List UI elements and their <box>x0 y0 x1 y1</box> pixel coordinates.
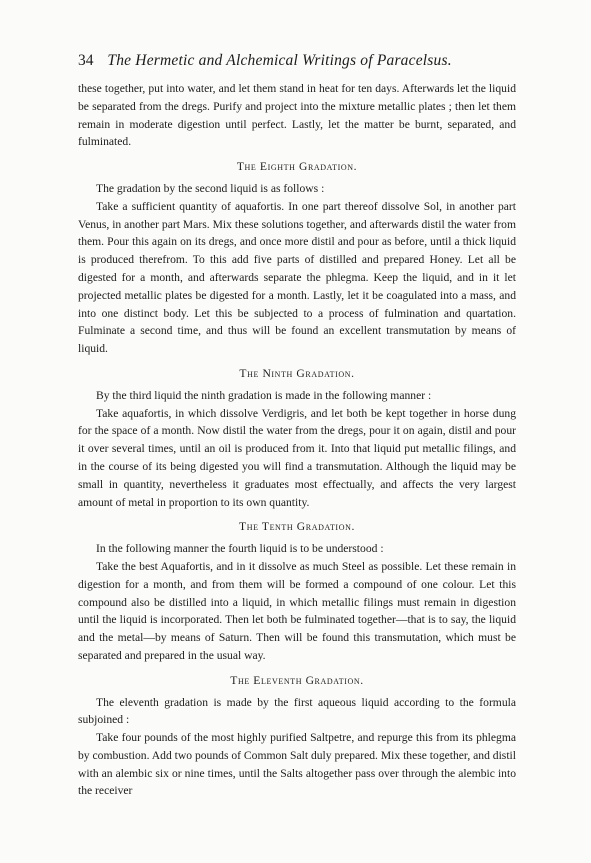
section-heading-eleventh: The Eleventh Gradation. <box>230 673 364 687</box>
paragraph: Take a sufficient quantity of aquafortis. In one part thereof dissolve Sol, in another part Venus, in another part Mars. Mix these solutions together, and afterwards distil the water from them. Pour this again on its dregs, and once more distil and pour as before, until a thick liquid is produced therefrom. To this add five parts of distilled and prepared Honey. Let all be digested for a month, and afterwards separate the phlegma. Keep the liquid, and in it let projected metallic plates be digested for a month. Lastly, let it be coagulated into a mass, and into one distinct body. Let this be subjected to a process of fulmination and quartation. Fulminate a second time, and thus will be found an excellent transmutation by means of liquid. <box>78 199 516 356</box>
paragraph: Take the best Aquafortis, and in it dissolve as much Steel as possible. Let these remain in digestion for a month, and from them will be formed a compound of one colour. Let this compound also be distilled into a liquid, in which metallic filings must remain in digestion until the liquid is incorporated. Then let both be fulminated together—that is to say, the liquid and the metal—by means of Saturn. Then will be found this transmutation, which must be separated and prepared in the usual way. <box>78 559 516 662</box>
paragraph: In the following manner the fourth liquid is to be understood : <box>96 542 384 556</box>
running-title: The Hermetic and Alchemical Writings of Paracelsus. <box>107 52 452 69</box>
running-header <box>78 52 518 70</box>
section-heading-ninth: The Ninth Gradation. <box>239 366 355 380</box>
section-heading-tenth: The Tenth Gradation. <box>239 520 355 534</box>
paragraph: The gradation by the second liquid is as follows : <box>96 181 325 195</box>
section-heading-eighth: The Eighth Gradation. <box>236 160 358 174</box>
paragraph: The eleventh gradation is made by the first aqueous liquid according to the formula subjoined : <box>78 695 516 727</box>
page-body <box>78 80 516 800</box>
paragraph: Take aquafortis, in which dissolve Verdigris, and let both be kept together in horse dung for the space of a month. Now distil the water from the dregs, pour it on again, distil and pour it over several times, until an oil is produced from it. Into that liquid put metallic filings, and in the course of its being digested you will find a transmutation. Although the liquid may be small in quantity, nevertheless it graduates most effectually, and affects the very largest amount of metal in proportion to its own quantity. <box>78 406 516 509</box>
paragraph: Take four pounds of the most highly purified Saltpetre, and repurge this from its phlegma by combustion. Add two pounds of Common Salt duly prepared. Mix these together, and distil with an alembic six or nine times, until the Salts altogether pass over through the alembic into the receiver <box>78 731 516 798</box>
page-number: 34 <box>78 52 94 69</box>
paragraph-continuation: these together, put into water, and let them stand in heat for ten days. Afterwards let the liquid be separated from the dregs. Purify and project into the mixture metallic plates ; then let them remain in moderate digestion until perfect. Lastly, let the matter be burnt, separated, and fulminated. <box>78 82 516 149</box>
paragraph: By the third liquid the ninth gradation is made in the following manner : <box>96 388 432 402</box>
